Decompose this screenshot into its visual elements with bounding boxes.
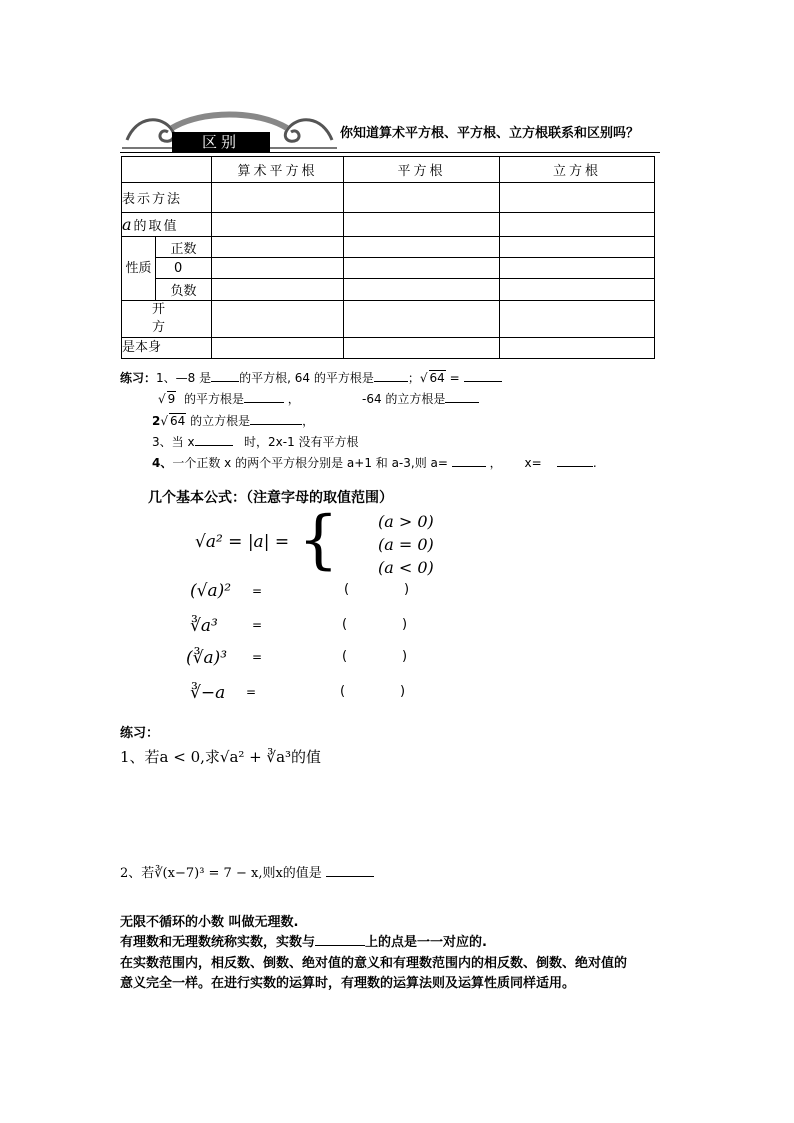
table-cell (212, 258, 344, 279)
exercise-label: 练习： (120, 371, 157, 385)
row-subheader-positive: 正数 (156, 237, 212, 258)
formula-cube-root-a-power: (∛a)³ (186, 648, 228, 668)
answer-blank[interactable] (374, 369, 408, 382)
column-header: 立方根 (500, 157, 655, 183)
condition-positive: (a > 0) (378, 512, 434, 531)
a-symbol: a (122, 215, 134, 234)
exercise-1-line-4 (152, 433, 359, 450)
note-real-range-line2: 意义完全一样。在进行实数的运算时，有理数的运算法则及运算性质同样适用。 (120, 976, 576, 991)
comparison-table (121, 156, 655, 359)
paren-open: ( (342, 617, 348, 632)
exercise-text: 3、当 x (152, 435, 195, 449)
table-cell (500, 258, 655, 279)
paren-close: ) (404, 582, 410, 597)
answer-blank[interactable] (244, 390, 284, 403)
exercise-2-label: 练习： (120, 726, 160, 741)
exercise-text: = (449, 371, 460, 385)
section-title: 区别 (172, 132, 270, 152)
formula-cube-root-a-cubed: ∛a³ (190, 616, 218, 636)
row-subheader-zero: 0 (156, 258, 212, 279)
note-real-range-line1: 在实数范围内，相反数、倒数、绝对值的意义和有理数范围内的相反数、倒数、绝对值的 (120, 956, 628, 971)
table-corner (122, 157, 212, 183)
answer-blank[interactable] (250, 412, 302, 425)
exercise-text: ； (407, 371, 420, 385)
exercise-text: 1、—8 是 (156, 371, 212, 385)
exercise-text: 的立方根是 (190, 414, 251, 428)
left-brace-icon: { (298, 503, 339, 577)
exercise-1-line-2 (158, 390, 300, 407)
sqrt-sign-icon: √ (419, 371, 428, 385)
row-header-property: 性质 (122, 237, 156, 301)
radicand: 64 (170, 414, 186, 428)
section-question: 你知道算术平方根、平方根、立方根联系和区别吗？ (340, 126, 640, 141)
condition-negative: (a < 0) (378, 558, 434, 577)
formulas-title: 几个基本公式：（注意字母的取值范围） (148, 490, 393, 506)
answer-blank[interactable] (315, 933, 365, 946)
note-text: 上的点是一一对应的. (365, 935, 487, 950)
answer-blank[interactable] (211, 369, 239, 382)
column-header: 算术平方根 (212, 157, 344, 183)
sqrt-sign-icon: √ (160, 414, 169, 428)
table-cell (212, 279, 344, 301)
radicand: 9 (167, 392, 176, 406)
table-cell (500, 237, 655, 258)
exercise-text: 的平方根, 64 的平方根是 (239, 371, 374, 385)
table-cell (212, 213, 344, 237)
equals-sign: = (252, 584, 263, 598)
row-header-representation: 表示方法 (122, 183, 212, 213)
formula-sqrt-a-squared: √a² = |a| = (195, 532, 290, 552)
answer-blank[interactable] (195, 433, 233, 446)
exercise-1-line-2b (362, 390, 479, 407)
exercise-2-question-2 (120, 862, 374, 881)
paren-open: ( (342, 649, 348, 664)
row-header-self-line1: 开 (152, 302, 166, 317)
answer-blank[interactable] (452, 454, 486, 467)
row-header-self-line2: 方 (152, 320, 166, 335)
exercise-2-question-1: 1、若a < 0,求√a² + ∛a³的值 (120, 748, 322, 766)
equals-sign: = (246, 685, 257, 699)
table-cell (500, 213, 655, 237)
formula-cube-root-negative-a: ∛−a (190, 683, 226, 703)
answer-blank[interactable] (557, 454, 593, 467)
table-cell (344, 258, 500, 279)
table-cell (212, 338, 344, 359)
exercise-number: 2 (152, 414, 161, 428)
sqrt-sign-icon: √ (158, 392, 166, 406)
exercise-1-line-1 (120, 369, 502, 386)
exercise-number: 4、 (152, 456, 173, 470)
exercise-text: 一个正数 x 的两个平方根分别是 a+1 和 a-3,则 a= (172, 456, 448, 470)
table-cell (500, 279, 655, 301)
exercise-text: ， (287, 392, 300, 406)
table-cell (500, 183, 655, 213)
table-cell (344, 183, 500, 213)
table-cell (344, 301, 500, 338)
table-cell (500, 301, 655, 338)
exercise-text: ， (302, 414, 315, 428)
equals-sign: = (252, 650, 263, 664)
table-cell (344, 237, 500, 258)
paren-close: ) (402, 617, 408, 632)
row-header-a-value (122, 213, 212, 237)
answer-blank[interactable] (464, 369, 502, 382)
row-header-self (122, 301, 212, 338)
table-cell (500, 338, 655, 359)
column-header: 平方根 (344, 157, 500, 183)
table-cell (212, 301, 344, 338)
condition-zero: (a = 0) (378, 535, 434, 554)
paren-close: ) (400, 684, 406, 699)
table-cell (344, 279, 500, 301)
radicand: 64 (429, 371, 445, 385)
paren-close: ) (402, 649, 408, 664)
formula-sqrt-a-squared-power: (√a)² (190, 581, 232, 601)
divider (120, 152, 660, 153)
exercise-text: ， (489, 456, 502, 470)
exercise-text: . (592, 456, 597, 470)
table-cell (344, 213, 500, 237)
exercise-text: 时，2x-1 没有平方根 (244, 435, 359, 449)
answer-blank[interactable] (326, 864, 374, 877)
table-cell (212, 237, 344, 258)
row-subheader-negative: 负数 (156, 279, 212, 301)
note-real-numbers (120, 931, 487, 950)
exercise-1-line-3 (152, 412, 314, 429)
answer-blank[interactable] (445, 390, 479, 403)
exercise-text: 的平方根是 (183, 392, 244, 406)
exercise-text: -64 的立方根是 (362, 392, 446, 406)
table-cell (344, 338, 500, 359)
note-irrational-definition: 无限不循环的小数 叫做无理数. (120, 915, 299, 930)
exercise-text: x= (524, 456, 542, 470)
paren-open: ( (340, 684, 346, 699)
paren-open: ( (344, 582, 350, 597)
row-header-self-cut: 是本身 (122, 338, 212, 359)
exercise-text: 2、若∛(x−7)³ = 7 − x,则x的值是 (120, 866, 322, 881)
table-cell (212, 183, 344, 213)
note-text: 有理数和无理数统称实数，实数与 (120, 935, 316, 950)
equals-sign: = (252, 618, 263, 632)
exercise-1-line-5 (152, 454, 597, 471)
row-header-a-value-label: 的取值 (133, 219, 179, 234)
